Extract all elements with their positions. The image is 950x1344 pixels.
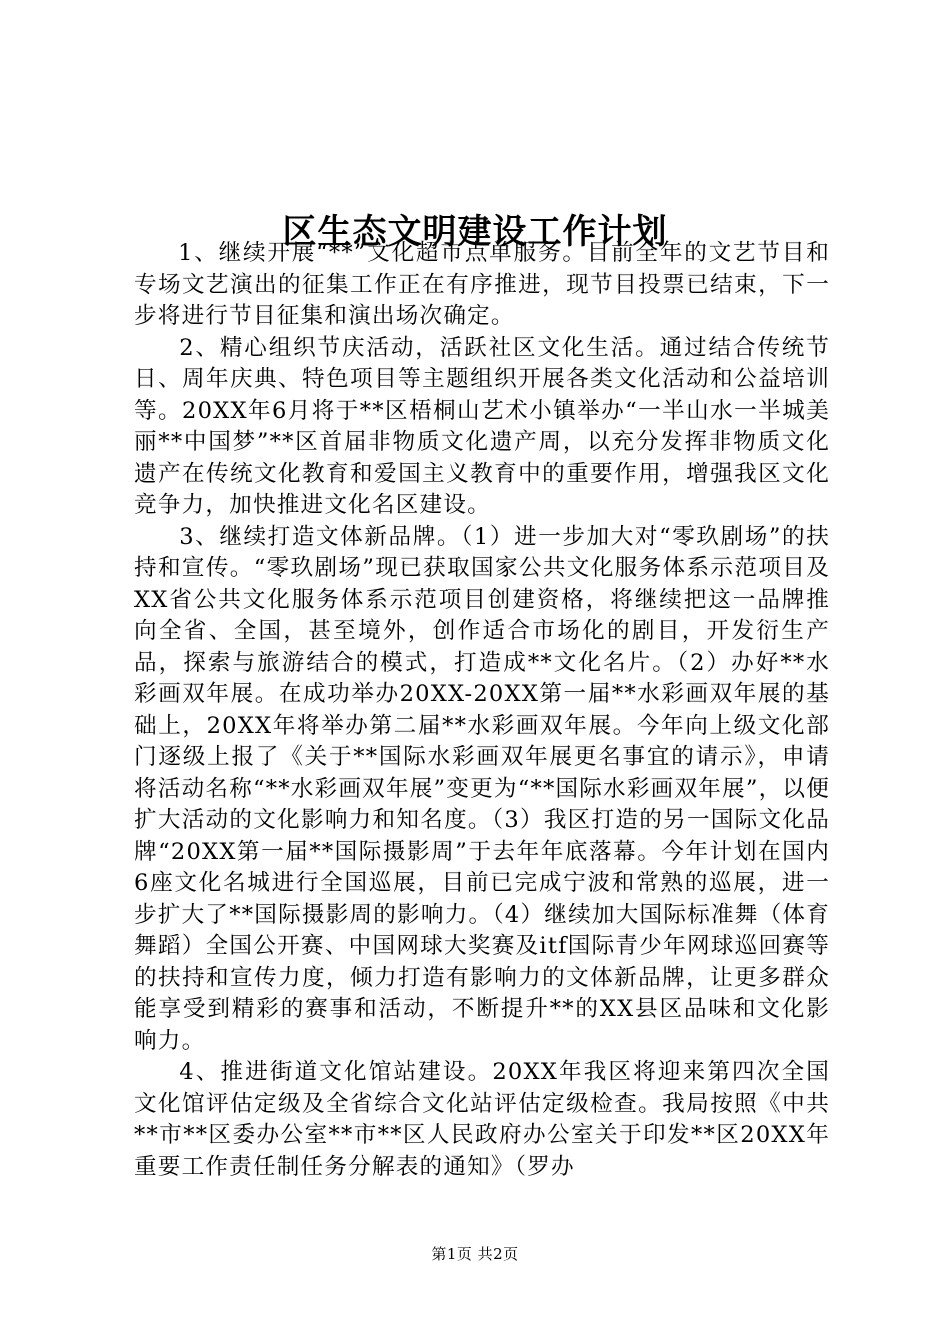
paragraph-4: 4、推进街道文化馆站建设。20XX年我区将迎来第四次全国文化馆评估定级及全省综合文化站评估定级检查。我局按照《中共**市**区委办公室**市**区人民政府办公室关于印发**区20XX年重要工作责任制任务分解表的通知》（罗办 [134,1059,830,1180]
document-title: 区生态文明建设工作计划 [282,211,668,252]
paragraph-3: 3、继续打造文体新品牌。（1）进一步加大对“零玖剧场”的扶持和宣传。“零玖剧场”现已获取国家公共文化服务体系示范项目及XX省公共文化服务体系示范项目创建资格，将继续把这一品牌推向全省、全国，甚至境外，创作适合市场化的剧目，开发衍生产品，探索与旅游结合的模式，打造成**文化名片。（2）办好**水彩画双年展。在成功举办20XX-20XX第一届**水彩画双年展的基础上，20XX年将举办第二届**水彩画双年展。今年向上级文化部门逐级上报了《关于**国际水彩画双年展更名事宜的请示》，申请将活动名称“**水彩画双年展”变更为“**国际水彩画双年展”，以便扩大活动的文化影响力和知名度。（3）我区打造的另一国际文化品牌“20XX第一届**国际摄影周”于去年年底落幕。今年计划在国内6座文化名城进行全国巡展，目前已完成宁波和常熟的巡展，进一步扩大了**国际摄影周的影响力。（4）继续加大国际标准舞（体育舞蹈）全国公开赛、中国网球大奖赛及itf国际青少年网球巡回赛等的扶持和宣传力度，倾力打造有影响力的文体新品牌，让更多群众能享受到精彩的赛事和活动，不断提升**的XX县区品味和文化影响力。 [134,523,830,1054]
paragraph-1: 1、继续开展“**”文化超市点单服务。目前全年的文艺节目和专场文艺演出的征集工作正在有序推进，现节目投票已结束，下一步将进行节目征集和演出场次确定。 [134,240,830,329]
page-number-footer: 第1页 共2页 [431,1245,519,1263]
paragraph-2: 2、精心组织节庆活动，活跃社区文化生活。通过结合传统节日、周年庆典、特色项目等主题组织开展各类文化活动和公益培训等。20XX年6月将于**区梧桐山艺术小镇举办“一半山水一半城美丽**中国梦”**区首届非物质文化遗产周，以充分发挥非物质文化遗产在传统文化教育和爱国主义教育中的重要作用，增强我区文化竞争力，加快推进文化名区建设。 [134,334,830,518]
document-body [134,238,830,1183]
